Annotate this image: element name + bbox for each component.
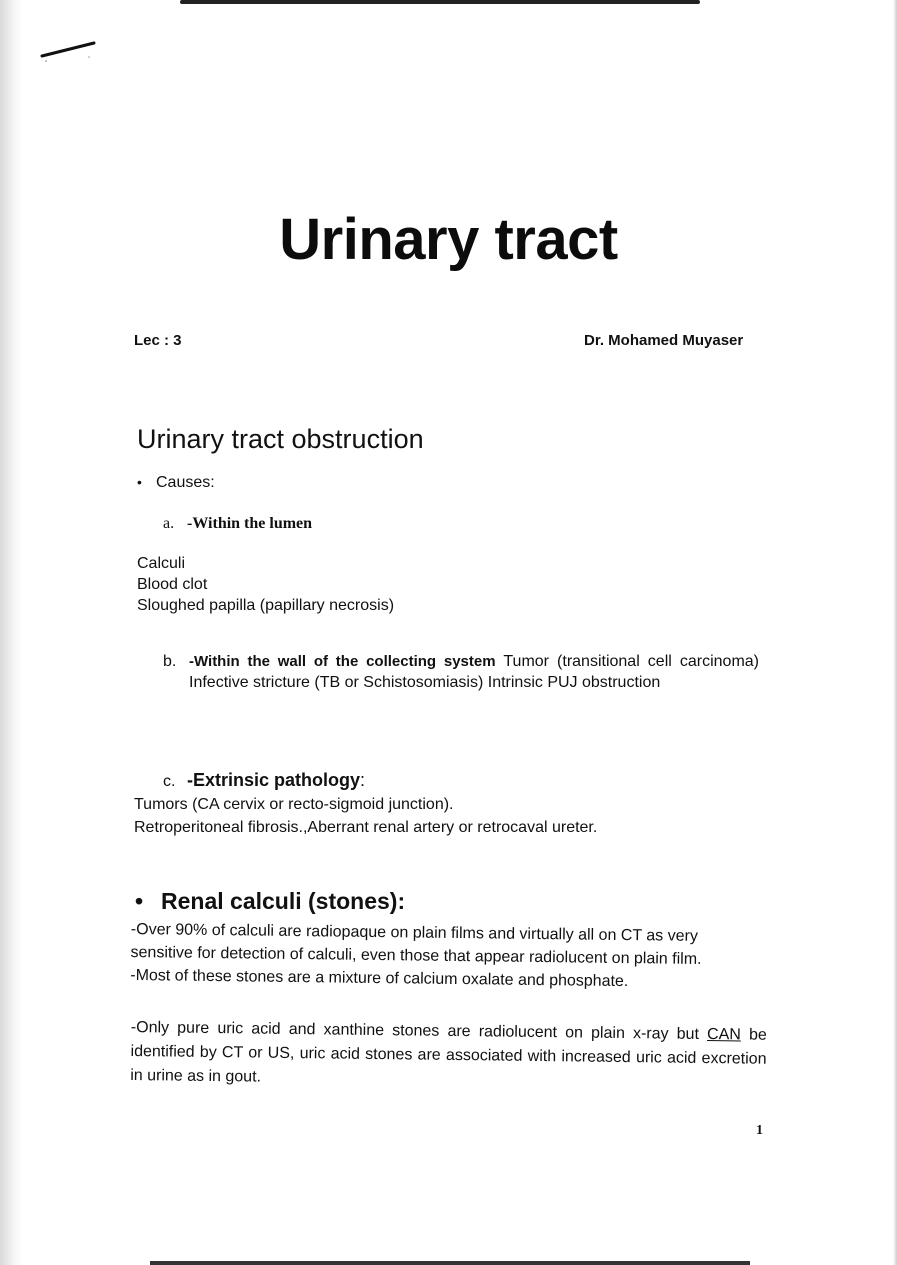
cause-item-c <box>163 770 365 791</box>
paragraph-line: -Most of these stones are a mixture of calcium oxalate and phosphate. <box>130 966 629 991</box>
page-top-edge <box>180 0 700 4</box>
cause-c-colon: : <box>360 770 366 790</box>
renal-calculi-paragraph-2 <box>130 1016 767 1096</box>
cause-a-label: -Within the lumen <box>187 515 313 532</box>
paragraph-text-end: be identified by CT or US, uric acid stones are associated with increased uric acid excretion in urine as in gout. <box>130 1026 767 1086</box>
list-marker: b. <box>163 653 177 670</box>
list-marker: a. <box>163 515 175 532</box>
cause-item-a <box>163 515 312 533</box>
renal-calculi-paragraph-1 <box>130 918 759 995</box>
page-number: 1 <box>756 1123 763 1138</box>
lecture-number: Lec : 3 <box>134 332 182 349</box>
bullet-icon: • <box>137 474 142 490</box>
renal-calculi-title: Renal calculi (stones): <box>161 888 406 914</box>
paragraph-text <box>130 1016 767 1096</box>
cause-c-label: -Extrinsic pathology <box>187 770 361 790</box>
list-line: Sloughed papilla (papillary necrosis) <box>137 597 395 614</box>
paragraph-text-start: -Only pure uric acid and xanthine stones are radiolucent on plain x-ray but <box>130 1018 708 1044</box>
cause-c-list <box>134 793 597 839</box>
cause-a-list <box>137 553 394 616</box>
cause-b-label: -Within the wall of the collecting system <box>189 653 496 670</box>
author-name: Dr. Mohamed Muyaser <box>584 332 744 349</box>
paragraph-line: sensitive for detection of calculi, even those that appear radiolucent on plain film. <box>130 943 702 968</box>
bullet-icon: • <box>135 888 144 914</box>
obstruction-heading: Urinary tract obstruction <box>137 424 424 454</box>
page-bottom-edge <box>150 1261 750 1265</box>
page-edge-shadow-right <box>893 0 897 1265</box>
causes-bullet-item <box>137 474 215 492</box>
document-title: Urinary tract <box>279 207 618 272</box>
list-line: Tumors (CA cervix or recto-sigmoid junction). <box>134 796 454 813</box>
renal-calculi-heading <box>135 888 405 915</box>
list-line: Retroperitoneal fibrosis.,Aberrant renal artery or retrocaval ureter. <box>134 819 598 836</box>
causes-label: Causes: <box>156 474 215 491</box>
cause-b-text: Tumor (transitional cell carcinoma) Infective stricture (TB or Schistosomiasis) Intrinsic PUJ obstruction <box>189 653 760 691</box>
page-edge-shadow <box>0 0 22 1265</box>
list-marker: c. <box>163 773 176 790</box>
list-line: Calculi <box>137 555 186 572</box>
cause-b-body <box>189 651 759 693</box>
list-line: Blood clot <box>137 576 208 593</box>
paragraph-line: -Over 90% of calculi are radiopaque on plain films and virtually all on CT as very <box>130 920 699 945</box>
cause-item-b <box>163 651 759 693</box>
pen-stroke-mark <box>40 40 96 64</box>
underlined-emphasis: CAN <box>706 1026 741 1044</box>
